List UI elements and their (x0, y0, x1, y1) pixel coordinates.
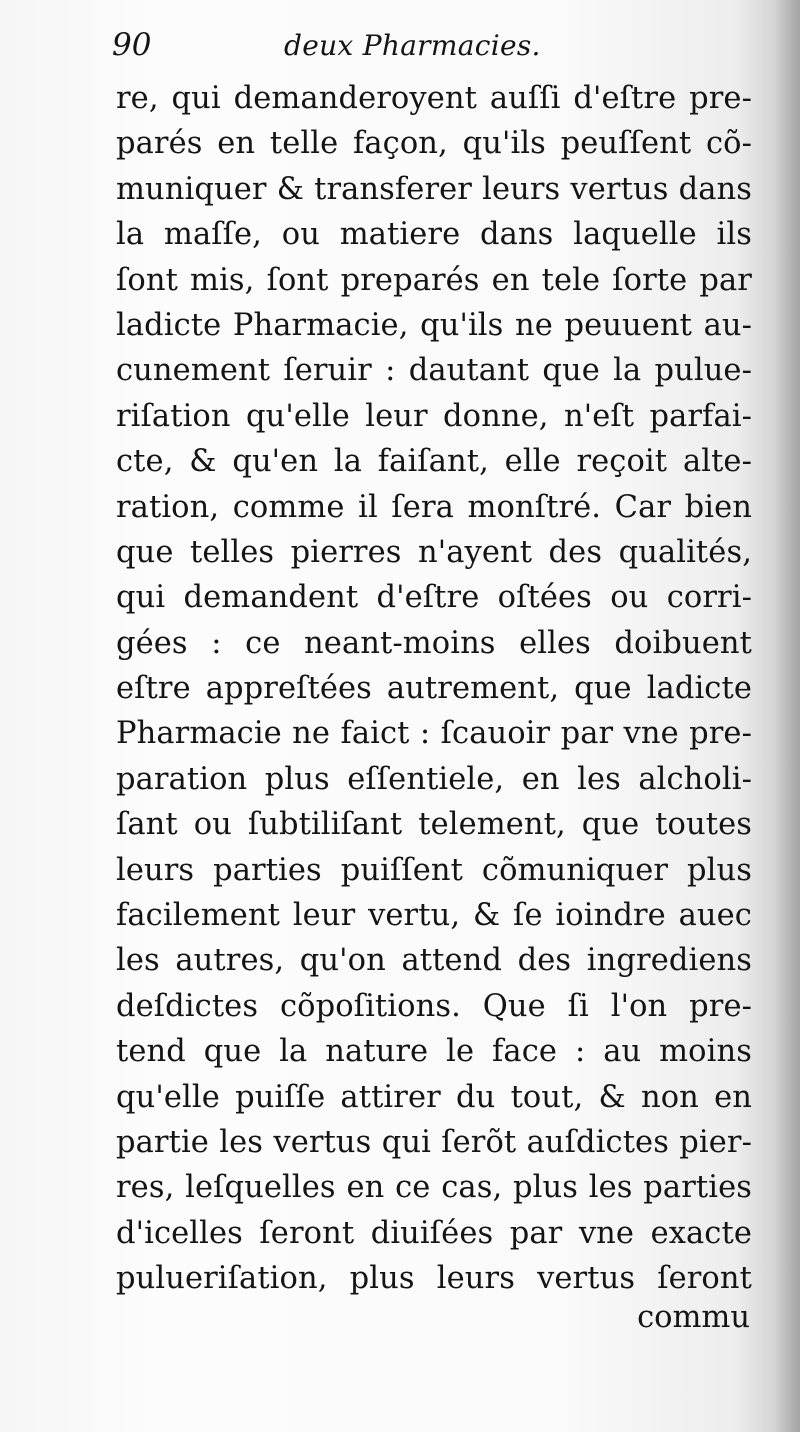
text-line: que telles pierres n'ayent des qualités, (116, 534, 752, 570)
text-line: qui demandent d'eſtre oſtées ou corri- (116, 580, 752, 616)
text-line: leurs parties puiſſent cõmuniquer plus (116, 852, 752, 888)
body-text (116, 76, 752, 1302)
page-edge-shadow (774, 0, 800, 1432)
text-line: cunement ſeruir : dautant que la pulue- (116, 353, 752, 389)
text-line: qu'elle puiſſe attirer du tout, & non en (116, 1079, 752, 1115)
text-line: res, leſquelles en ce cas, plus les parties (116, 1170, 752, 1206)
text-line: les autres, qu'on attend des ingrediens (116, 943, 752, 979)
text-line: muniquer & transferer leurs vertus dans (116, 171, 752, 207)
text-line: deſdictes cõpoſitions. Que ſi l'on pre- (116, 988, 752, 1024)
text-line: partie les vertus qui ſerõt auſdictes pier- (116, 1124, 752, 1160)
text-line: eſtre appreſtées autrement, que ladicte (116, 671, 752, 707)
text-line: parés en telle façon, qu'ils peuſſent cõ- (116, 126, 752, 162)
text-line: re, qui demanderoyent auſſi d'eſtre pre- (116, 81, 752, 116)
page-header (112, 22, 732, 66)
text-line: ladicte Pharmacie, qu'ils ne peuuent au- (116, 307, 752, 343)
text-line: tend que la nature le face : au moins (116, 1034, 752, 1070)
page-number: 90 (112, 27, 152, 63)
text-line: cte, & qu'en la faiſant, elle reçoit alte- (116, 444, 752, 480)
text-line: paration plus eſſentiele, en les alcholi- (116, 761, 752, 797)
catchword: commu (637, 1300, 750, 1335)
text-line: ration, comme il ſera monſtré. Car bien (116, 489, 752, 525)
text-line: gées : ce neant-moins elles doibuent (116, 625, 752, 661)
text-line: d'icelles ſeront diuiſées par vne exacte (116, 1215, 752, 1251)
text-line: Pharmacie ne faict : ſcauoir par vne pre- (116, 716, 752, 752)
text-line: facilement leur vertu, & ſe ioindre auec (116, 898, 752, 934)
text-line: ſant ou ſubtiliſant telement, que toutes (116, 807, 752, 843)
text-line: la maſſe, ou matiere dans laquelle ils (116, 217, 752, 253)
running-title: deux Pharmacies. (284, 29, 541, 62)
text-line: riſation qu'elle leur donne, n'eſt parfai- (116, 398, 752, 434)
text-line: ſont mis, ſont preparés en tele ſorte par (116, 262, 752, 298)
text-line: pulueriſation, plus leurs vertus ſeront (116, 1261, 752, 1297)
